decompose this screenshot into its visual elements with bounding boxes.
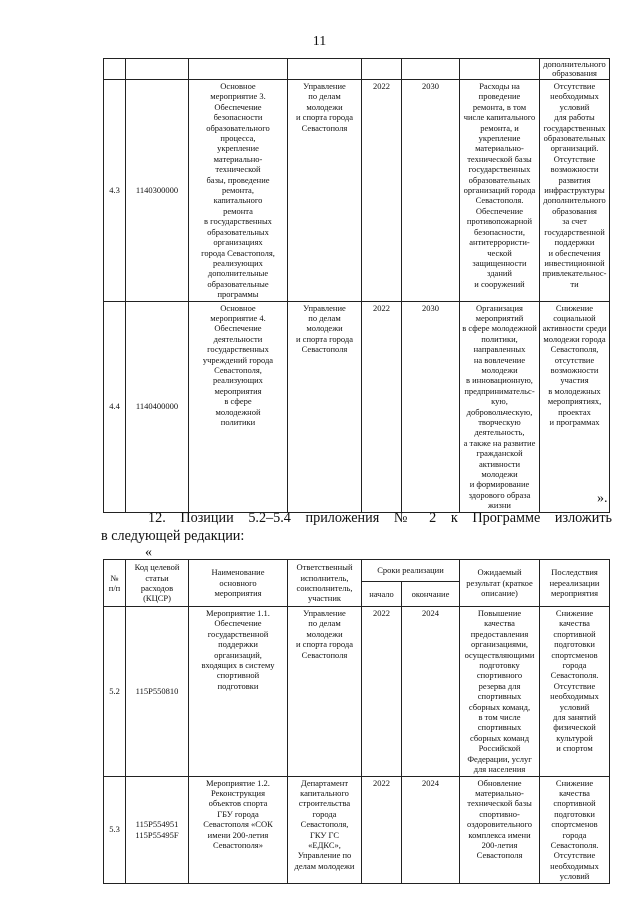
activity-cell: Основное мероприятие 3. Обеспечение безопасности образовательного процесса, укрепление материально- технической базы, проведение ремонта, капитального ремонта в государственных образовательных организациях города Севастополя, реализующих дополнительные образовательные программы bbox=[189, 80, 288, 302]
activity-cell: Основное мероприятие 4. Обеспечение деятельности государственных учреждений города Севастополя, реализующих мероприятия в сфере молодежной политики bbox=[189, 301, 288, 512]
consequences-cell: Снижение качества спортивной подготовки спортсменов города Севастополя. Отсутствие необходимых условий для занятий физической культурой и спортом bbox=[540, 607, 610, 777]
executor-cell: Департамент капитального строительства города Севастополя, ГКУ ГС «ЕДКС», Управление по делам молодежи bbox=[288, 776, 362, 883]
header-period: Сроки реализации bbox=[362, 560, 460, 582]
program-table-new bbox=[103, 559, 610, 884]
header-executor: Ответственный исполнитель, соисполнитель, участник bbox=[288, 560, 362, 607]
kcsr-code: 1140300000 bbox=[126, 80, 189, 302]
header-start: начало bbox=[362, 582, 402, 607]
result-cell: Расходы на проведение ремонта, в том числе капитального ремонта, и укрепление материально- технической базы государственных образовательных организаций города Севастополя. Обеспечение противопожарной безопасности, антитеррористи- ческой защищенности зданий и сооружений bbox=[460, 80, 540, 302]
executor-cell: Управление по делам молодежи и спорта города Севастополя bbox=[288, 80, 362, 302]
amendment-paragraph: 12. Позиции 5.2–5.4 приложения № 2 к Программе изложить bbox=[148, 510, 612, 526]
consequences-cell: Снижение качества спортивной подготовки спортсменов города Севастополя. Отсутствие необходимых условий bbox=[540, 776, 610, 883]
executor-cell: Управление по делам молодежи и спорта города Севастополя bbox=[288, 607, 362, 777]
page-number: 11 bbox=[312, 34, 327, 49]
kcsr-code: 115Р554951 115Р55495F bbox=[126, 776, 189, 883]
table-row bbox=[104, 607, 610, 777]
start-year: 2022 bbox=[362, 80, 402, 302]
amendment-paragraph-continuation: в следующей редакции: bbox=[101, 528, 245, 544]
opening-quote: « bbox=[145, 545, 152, 560]
activity-cell: Мероприятие 1.2. Реконструкция объектов спорта ГБУ города Севастополя «СОК имени 200-летия Севастополя» bbox=[189, 776, 288, 883]
program-table-continued bbox=[103, 58, 610, 513]
end-year: 2024 bbox=[402, 607, 460, 777]
result-cell: Обновление материально- технической базы спортивно- оздоровительного комплекса имени 200-летия Севастополя bbox=[460, 776, 540, 883]
header-num: № п/п bbox=[104, 560, 126, 607]
consequences-cell: дополнительного образования bbox=[540, 59, 610, 80]
header-end: окончание bbox=[402, 582, 460, 607]
kcsr-code: 1140400000 bbox=[126, 301, 189, 512]
start-year: 2022 bbox=[362, 607, 402, 777]
executor-cell: Управление по делам молодежи и спорта города Севастополя bbox=[288, 301, 362, 512]
header-consequences: Последствия нереализации мероприятия bbox=[540, 560, 610, 607]
header-activity: Наименование основного мероприятия bbox=[189, 560, 288, 607]
start-year: 2022 bbox=[362, 301, 402, 512]
end-year: 2024 bbox=[402, 776, 460, 883]
result-cell: Повышение качества предоставления организациями, осуществляющими подготовку спортивного резерва для спортивных сборных команд, в том числе спортивных сборных команд Российской Федерации, услуг для населения bbox=[460, 607, 540, 777]
row-number: 4.3 bbox=[104, 80, 126, 302]
kcsr-code: 115Р550810 bbox=[126, 607, 189, 777]
header-code: Код целевой статьи расходов (КЦСР) bbox=[126, 560, 189, 607]
consequences-cell: Отсутствие необходимых условий для работы государственных образовательных организаций. Отсутствие возможности развития инфраструктуры дополнительного образования за счет государственной поддержки и обеспечения инвестиционной привлекательнос- ти bbox=[540, 80, 610, 302]
table-row bbox=[104, 80, 610, 302]
start-year: 2022 bbox=[362, 776, 402, 883]
table-row bbox=[104, 59, 610, 80]
result-cell: Организация мероприятий в сфере молодежной политики, направленных на вовлечение молодежи в инновационную, предпринимательс- кую, добровольческую, творческую деятельность, а также на развитие гражданской активности молодежи и формирование здорового образа жизни bbox=[460, 301, 540, 512]
closing-quote: ». bbox=[597, 491, 608, 506]
table-row bbox=[104, 301, 610, 512]
row-number: 4.4 bbox=[104, 301, 126, 512]
row-number: 5.2 bbox=[104, 607, 126, 777]
row-number: 5.3 bbox=[104, 776, 126, 883]
end-year: 2030 bbox=[402, 80, 460, 302]
end-year: 2030 bbox=[402, 301, 460, 512]
header-result: Ожидаемый результат (краткое описание) bbox=[460, 560, 540, 607]
table-header-row bbox=[104, 560, 610, 582]
consequences-cell: Снижение социальной активности среди молодежи города Севастополя, отсутствие возможности участия в молодежных мероприятиях, проектах и программах bbox=[540, 301, 610, 512]
activity-cell: Мероприятие 1.1. Обеспечение государственной поддержки организаций, входящих в систему спортивной подготовки bbox=[189, 607, 288, 777]
table-row bbox=[104, 776, 610, 883]
